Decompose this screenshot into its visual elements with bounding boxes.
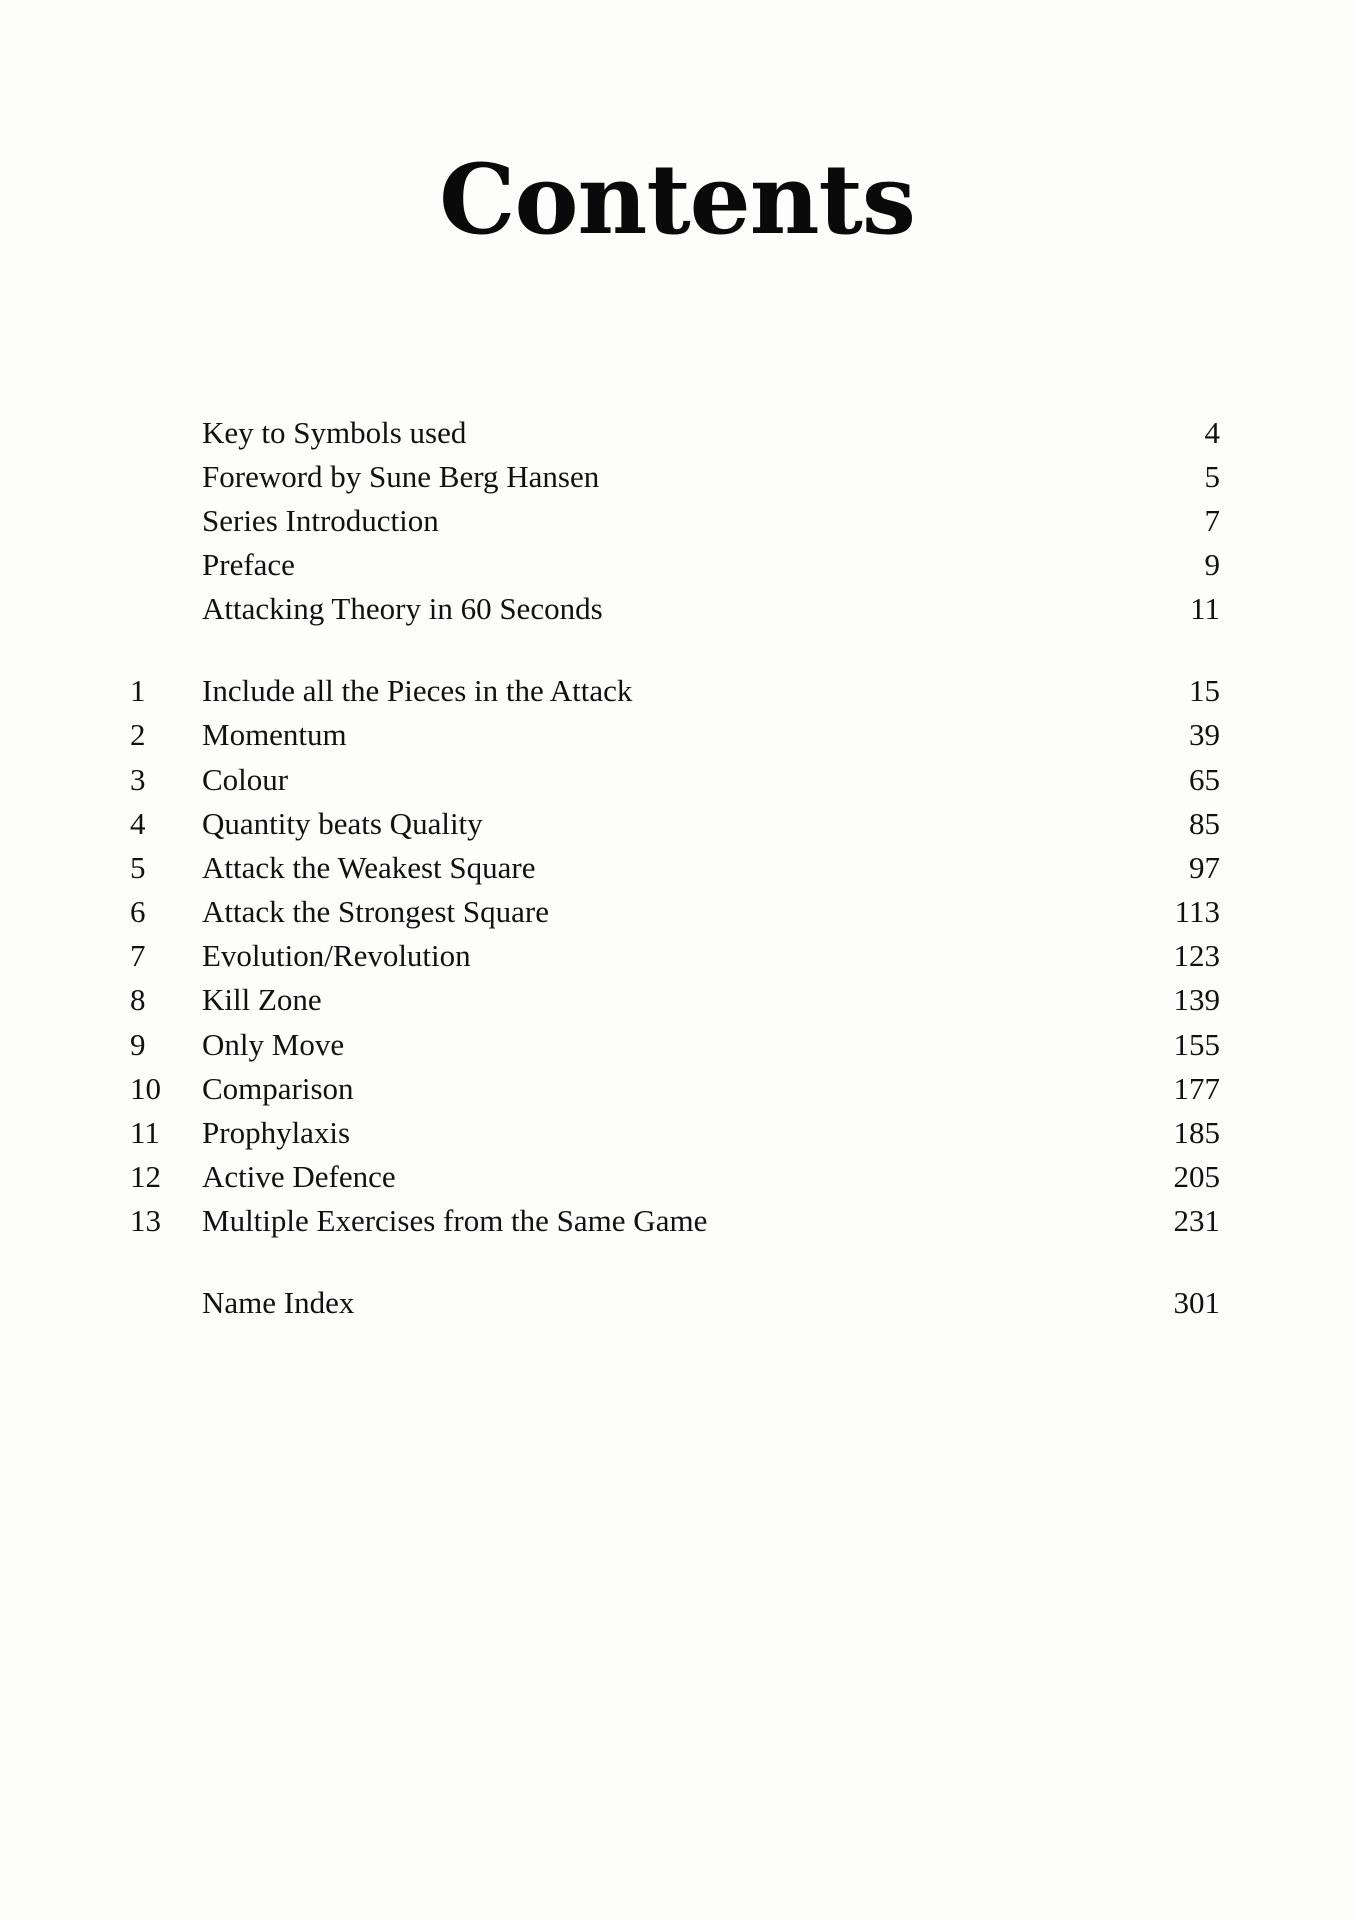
toc-entry[interactable] <box>130 1199 1220 1243</box>
toc-entry-page: 301 <box>1173 1285 1220 1321</box>
chapters-group <box>130 669 1220 1243</box>
toc-entry-label: Key to Symbols used <box>202 414 467 450</box>
toc-entry-page: 97 <box>1189 849 1220 885</box>
toc-entry-page: 139 <box>1173 982 1220 1018</box>
toc-entry-number: 12 <box>130 1159 161 1194</box>
front-matter-group <box>130 410 1220 631</box>
toc-entry[interactable] <box>130 454 1220 498</box>
toc-entry-page: 123 <box>1173 938 1220 974</box>
toc-entry-number: 2 <box>130 717 146 753</box>
toc-entry-label: Active Defence <box>202 1159 396 1194</box>
toc-entry[interactable] <box>130 978 1220 1022</box>
toc-entry[interactable] <box>130 1110 1220 1154</box>
toc-entry-number: 11 <box>130 1114 160 1150</box>
toc-entry-page: 9 <box>1204 546 1220 582</box>
toc-entry[interactable] <box>130 801 1220 845</box>
toc-entry[interactable] <box>130 1022 1220 1066</box>
toc-entry-label: Evolution/Revolution <box>202 938 471 974</box>
toc-entry-page: 11 <box>1190 591 1220 627</box>
toc-entry-number: 4 <box>130 805 146 841</box>
toc-entry-page: 39 <box>1189 717 1220 753</box>
toc-entry-number: 1 <box>130 673 146 709</box>
toc-entry-page: 177 <box>1173 1070 1220 1106</box>
toc-entry-label: Preface <box>202 546 295 582</box>
toc-entry-label: Attack the Weakest Square <box>202 849 536 885</box>
toc-entry-page: 185 <box>1173 1114 1220 1150</box>
toc-entry-label: Colour <box>202 761 289 797</box>
toc-entry[interactable] <box>130 1066 1220 1110</box>
toc-entry-page: 231 <box>1173 1203 1220 1239</box>
toc-entry-page: 85 <box>1189 805 1220 841</box>
toc-entry[interactable] <box>130 757 1220 801</box>
toc-entry-label: Comparison <box>202 1070 354 1106</box>
toc-entry-page: 113 <box>1174 894 1220 930</box>
toc-entry-label: Name Index <box>202 1285 355 1321</box>
toc-entry[interactable] <box>130 542 1220 586</box>
toc-entry-page: 4 <box>1204 414 1220 450</box>
toc-entry-number: 9 <box>130 1026 146 1062</box>
back-matter-group <box>130 1281 1220 1325</box>
toc-entry[interactable] <box>130 1155 1220 1199</box>
toc-entry-label: Multiple Exercises from the Same Game <box>202 1203 708 1239</box>
table-of-contents <box>130 410 1220 1363</box>
toc-entry-label: Attacking Theory in 60 Seconds <box>202 591 603 627</box>
toc-entry[interactable] <box>130 587 1220 631</box>
toc-entry-label: Foreword by Sune Berg Hansen <box>202 458 600 494</box>
toc-entry-label: Attack the Strongest Square <box>202 894 549 930</box>
toc-entry-label: Kill Zone <box>202 982 322 1018</box>
toc-entry-page: 65 <box>1189 761 1220 797</box>
toc-entry-number: 6 <box>130 894 146 930</box>
toc-entry[interactable] <box>130 713 1220 757</box>
toc-entry-page: 205 <box>1173 1159 1220 1194</box>
toc-entry[interactable] <box>130 1281 1220 1325</box>
toc-entry-label: Prophylaxis <box>202 1114 351 1150</box>
toc-entry-number: 13 <box>130 1203 161 1239</box>
toc-entry-number: 5 <box>130 849 146 885</box>
toc-entry[interactable] <box>130 934 1220 978</box>
toc-entry-page: 7 <box>1204 502 1220 538</box>
toc-entry[interactable] <box>130 890 1220 934</box>
toc-entry-page: 15 <box>1189 673 1220 709</box>
toc-entry[interactable] <box>130 845 1220 889</box>
toc-entry-label: Only Move <box>202 1026 345 1062</box>
toc-entry-number: 8 <box>130 982 146 1018</box>
toc-entry-number: 3 <box>130 761 146 797</box>
toc-entry-label: Series Introduction <box>202 502 439 538</box>
toc-entry-number: 10 <box>130 1070 161 1106</box>
toc-entry-label: Quantity beats Quality <box>202 805 483 841</box>
toc-entry-label: Momentum <box>202 717 347 753</box>
toc-entry[interactable] <box>130 498 1220 542</box>
toc-entry-page: 155 <box>1173 1026 1220 1062</box>
toc-entry[interactable] <box>130 410 1220 454</box>
page-title: Contents <box>439 143 915 256</box>
toc-entry[interactable] <box>130 669 1220 713</box>
toc-entry-label: Include all the Pieces in the Attack <box>202 673 633 709</box>
toc-entry-number: 7 <box>130 938 146 974</box>
toc-entry-page: 5 <box>1204 458 1220 494</box>
